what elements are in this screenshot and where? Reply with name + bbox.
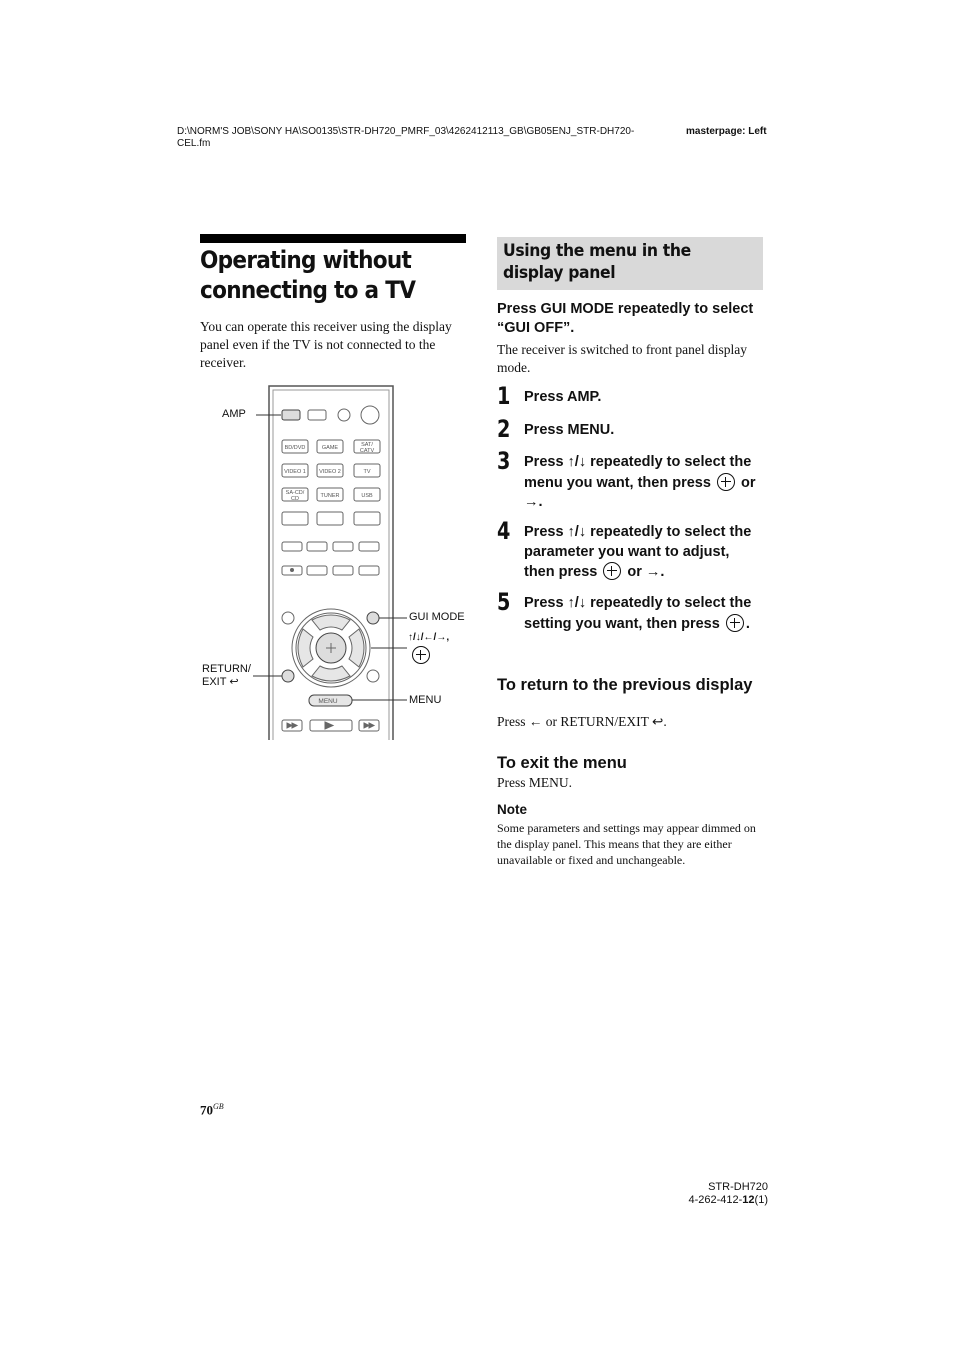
step-number: 5 [497, 588, 511, 616]
amp-button [282, 410, 300, 420]
step-number: 3 [497, 447, 511, 475]
exit-body: Press MENU. [497, 775, 573, 790]
label-menu: MENU [409, 694, 442, 706]
btn-cd: CD [291, 496, 299, 502]
return-arrow-icon: ↩ [229, 676, 239, 688]
label-arrows: ↑/↓/←/→, [408, 632, 450, 643]
step-text: Press MENU. [524, 422, 615, 438]
btn-bd-dvd: BD/DVD [284, 445, 306, 451]
btn-sacd: SA-CD/ [285, 490, 305, 496]
btn-video1: VIDEO 1 [284, 469, 306, 475]
btn-menu: MENU [318, 698, 338, 705]
step-text: Press ↑/↓ repeatedly to select the parameter you want to adjust, then press or →. [524, 524, 752, 580]
btn-video2: VIDEO 2 [319, 469, 341, 475]
step-text: Press ↑/↓ repeatedly to select the menu you want, then press or →. [524, 454, 756, 510]
gui-mode-body: The receiver is switched to front panel display mode. [497, 342, 748, 375]
btn-game: GAME [321, 445, 339, 451]
enter-circle-icon [726, 614, 744, 632]
gui-mode-subhead: Press GUI MODE repeatedly to select “GUI OFF”. [497, 301, 754, 336]
header-file-path: D:\NORM'S JOB\SONY HA\SO0135\STR-DH720_PMRF_03\4262412113_GB\GB05ENJ_STR-DH720-CEL.fm [177, 126, 635, 149]
btn-tuner: TUNER [320, 493, 340, 499]
label-return: RETURN/ [202, 663, 251, 675]
enter-circle-icon [603, 562, 621, 580]
btn-tv: TV [363, 469, 371, 475]
step-number: 2 [497, 415, 511, 443]
return-arrow-icon: ↩ [652, 714, 664, 729]
step-text: Press AMP. [524, 389, 602, 405]
label-gui-mode: GUI MODE [409, 611, 465, 623]
page-title: Operating without connecting to a TV [200, 246, 416, 304]
page-number: $70^{GB}$ [200, 1102, 224, 1118]
label-exit: EXIT ↩ [202, 676, 239, 688]
btn-usb: USB [361, 493, 373, 499]
exit-heading: To exit the menu [497, 754, 627, 772]
step-number: 1 [497, 382, 511, 410]
enter-circle-icon [410, 646, 432, 665]
model-name: STR-DH720 [708, 1181, 768, 1193]
btn-sat: SAT/ [361, 442, 373, 448]
step-number: 4 [497, 517, 511, 545]
section-title: Using the menu in the display panel [503, 241, 691, 283]
label-amp: AMP [222, 408, 246, 420]
note-heading: Note [497, 802, 527, 817]
header-masterpage: masterpage: Left [686, 126, 767, 137]
remote-control-illustration [200, 384, 466, 740]
enter-circle-icon [717, 473, 735, 491]
intro-paragraph: You can operate this receiver using the display panel even if the TV is not connected to the receiver. [200, 319, 452, 370]
return-heading: To return to the previous display [497, 676, 753, 694]
btn-catv: CATV [359, 448, 375, 454]
model-code: 4-262-412-12(1) [688, 1194, 768, 1206]
note-body: Some parameters and settings may appear dimmed on the display panel. This means that they are either unavailable or fixed and unchangeable. [497, 821, 756, 867]
model-info [640, 1181, 768, 1207]
title-rule [200, 234, 466, 243]
return-body: Press ← or RETURN/EXIT ↩. [497, 714, 667, 729]
step-text: Press ↑/↓ repeatedly to select the setting you want, then press . [524, 595, 752, 632]
